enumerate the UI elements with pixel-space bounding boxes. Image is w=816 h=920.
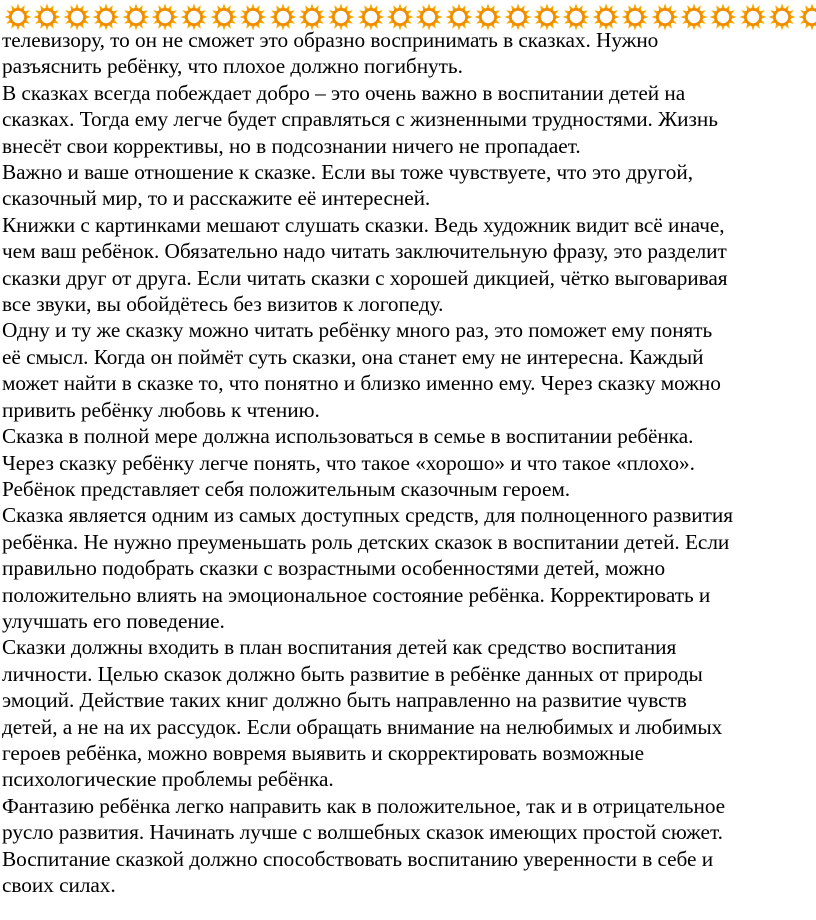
text-line: Сказка в полной мере должна использоваться в семье в воспитании ребёнка. — [2, 424, 694, 449]
text-line: В сказках всегда побеждает добро – это очень важно в воспитании детей на — [2, 80, 686, 105]
text-line: разъяснить ребёнку, что плохое должно погибнуть. — [2, 54, 463, 79]
text-line: внесёт свои коррективы, но в подсознании ничего не пропадает. — [2, 133, 581, 158]
text-line: сказки друг от друга. Если читать сказки с хорошей дикцией, чётко выговаривая — [2, 265, 728, 290]
text-line: своих силах. — [2, 873, 116, 897]
text-line: героев ребёнка, можно вовремя выявить и скорректировать возможные — [2, 740, 644, 765]
text-line: психологические проблемы ребёнка. — [2, 767, 334, 792]
text-line: личности. Целью сказок должно быть развитие в ребёнке данных от природы — [2, 661, 703, 686]
text-line: положительно влиять на эмоциональное состояние ребёнка. Корректировать и — [2, 582, 711, 607]
text-line: Сказки должны входить в план воспитания детей как средство воспитания — [2, 635, 677, 660]
text-line: может найти в сказке то, что понятно и близко именно ему. Через сказку можно — [2, 371, 721, 396]
text-line: её смысл. Когда он поймёт суть сказки, она станет ему не интересна. Каждый — [2, 344, 704, 369]
text-line: Одну и ту же сказку можно читать ребёнку много раз, это поможет ему понять — [2, 318, 713, 343]
text-line: Важно и ваше отношение к сказке. Если вы тоже чувствуете, что это другой, — [2, 160, 694, 185]
text-line: эмоций. Действие таких книг должно быть направленно на развитие чувств — [2, 688, 687, 713]
document-body — [2, 27, 814, 898]
text-line: Воспитание сказкой должно способствовать воспитанию уверенности в себе и — [2, 846, 714, 871]
text-line: русло развития. Начинать лучше с волшебных сказок имеющих простой сюжет. — [2, 820, 723, 845]
text-line: Через сказку ребёнку легче понять, что такое «хорошо» и что такое «плохо». — [2, 450, 695, 475]
text-line: телевизору, то он не сможет это образно воспринимать в сказках. Нужно — [2, 28, 659, 52]
text-line: сказках. Тогда ему легче будет справляться с жизненными трудностями. Жизнь — [2, 107, 718, 132]
text-line: ребёнка. Не нужно преуменьшать роль детских сказок в воспитании детей. Если — [2, 529, 730, 554]
text-line: Фантазию ребёнка легко направить как в положительное, так и в отрицательное — [2, 793, 726, 818]
text-line: привить ребёнку любовь к чтению. — [2, 397, 320, 422]
text-line: Книжки с картинками мешают слушать сказки. Ведь художник видит всё иначе, — [2, 212, 725, 237]
text-line: Сказка является одним из самых доступных средств, для полноценного развития — [2, 503, 734, 528]
text-line: чем ваш ребёнок. Обязательно надо читать заключительную фразу, это разделит — [2, 239, 727, 264]
text-line: правильно подобрать сказки с возрастными особенностями детей, можно — [2, 556, 666, 581]
text-line: все звуки, вы обойдётесь без визитов к логопеду. — [2, 292, 444, 317]
text-line: сказочный мир, то и расскажите её интересней. — [2, 186, 431, 211]
text-line: детей, а не на их рассудок. Если обращать внимание на нелюбимых и любимых — [2, 714, 723, 739]
text-line: Ребёнок представляет себя положительным сказочным героем. — [2, 476, 571, 501]
text-line: улучшать его поведение. — [2, 608, 225, 633]
